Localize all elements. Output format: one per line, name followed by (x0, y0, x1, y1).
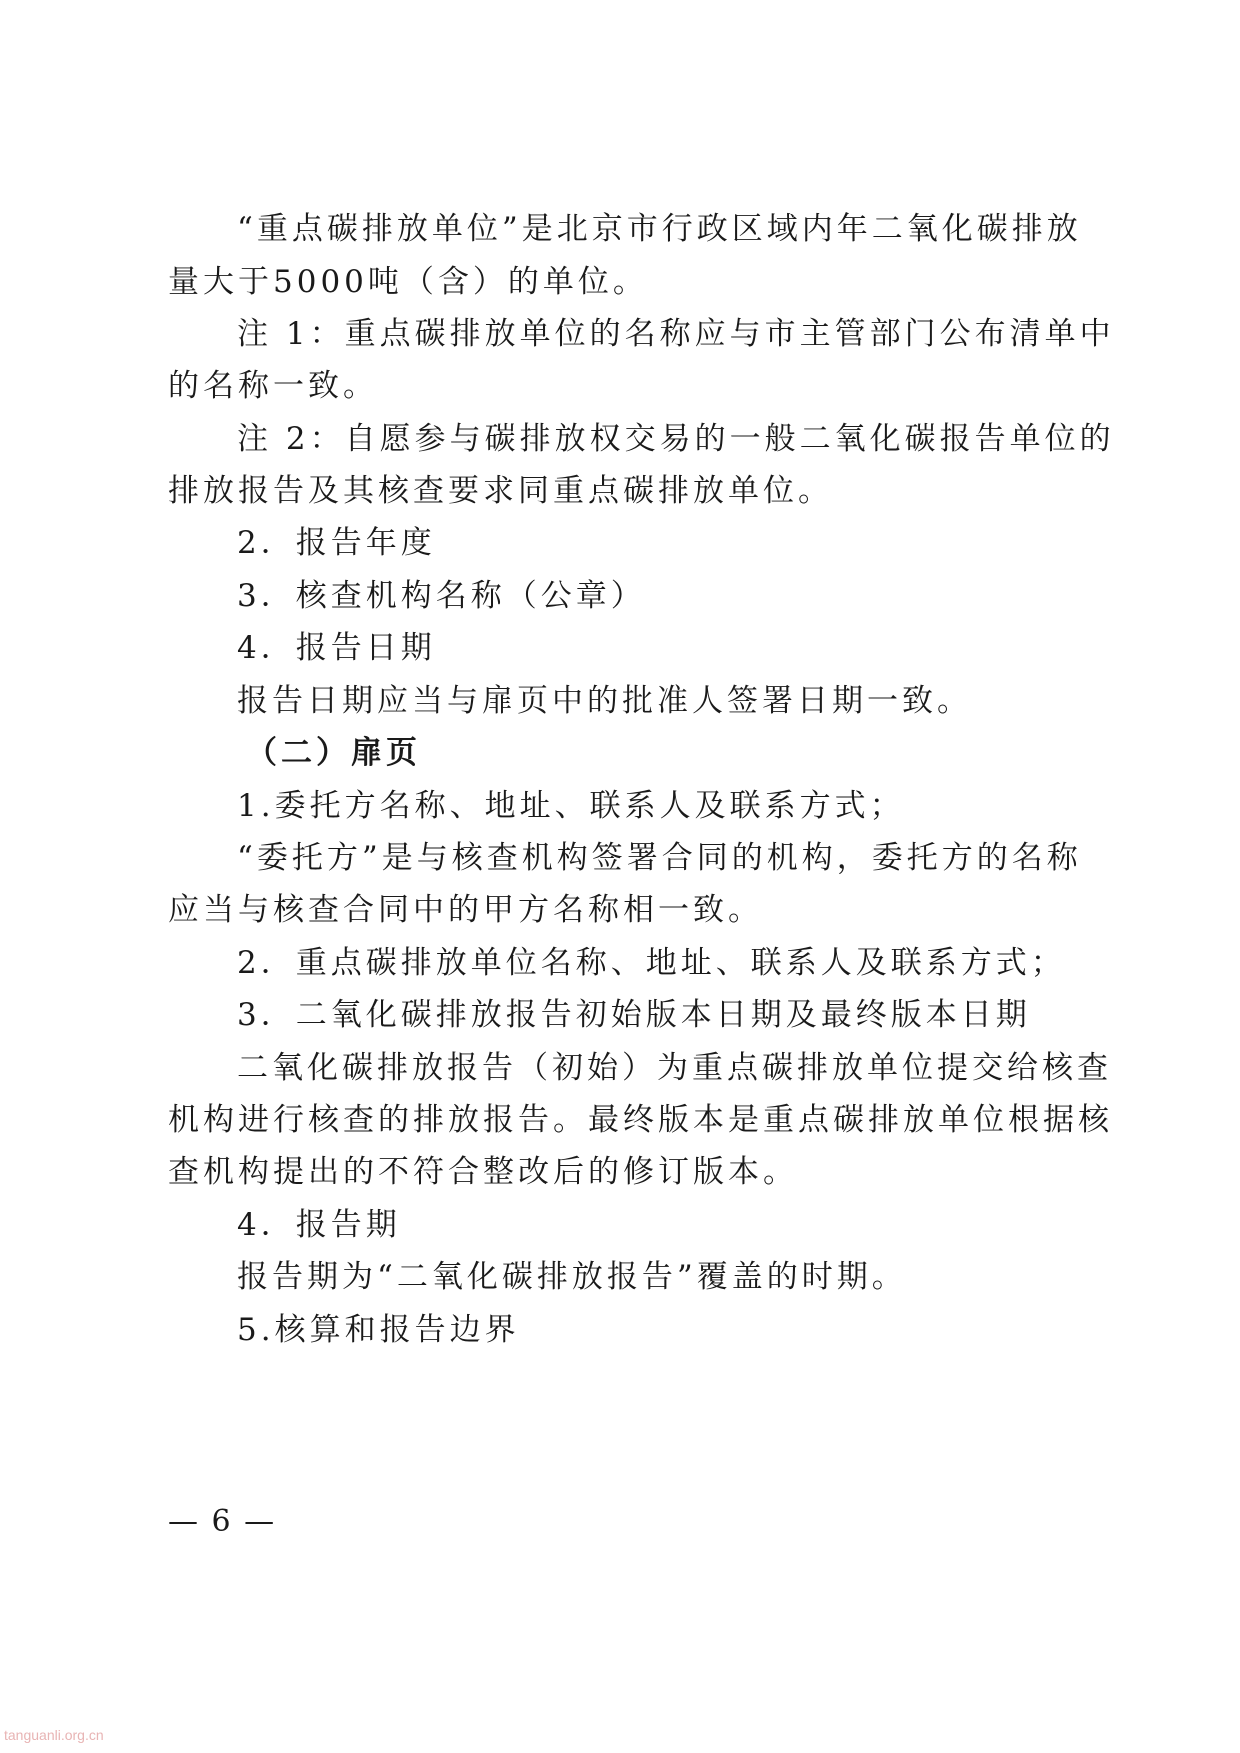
note-line: 注 1：重点碳排放单位的名称应与市主管部门公布清单中 (237, 316, 1115, 352)
note-line: 的名称一致。 (168, 368, 378, 404)
list-item: 3．二氧化碳排放报告初始版本日期及最终版本日期 (237, 997, 1031, 1033)
paragraph-line: 量大于5000吨（含）的单位。 (168, 264, 648, 300)
paragraph-line: “重点碳排放单位”是北京市行政区域内年二氧化碳排放 (237, 211, 1082, 247)
list-item: 2．重点碳排放单位名称、地址、联系人及联系方式； (237, 945, 1066, 981)
list-item: 2．报告年度 (237, 525, 436, 561)
note-line: 排放报告及其核查要求同重点碳排放单位。 (168, 473, 833, 509)
list-item: 3．核查机构名称（公章） (237, 578, 646, 614)
list-item: 4．报告期 (237, 1207, 401, 1243)
note-line: 注 2：自愿参与碳排放权交易的一般二氧化碳报告单位的 (237, 421, 1115, 457)
list-item: 1.委托方名称、地址、联系人及联系方式； (237, 788, 905, 824)
watermark: tanguanli.org.cn (4, 1727, 104, 1743)
page-number: — 6 — (168, 1504, 277, 1539)
paragraph-line: 二氧化碳排放报告（初始）为重点碳排放单位提交给核查 (237, 1050, 1112, 1086)
paragraph-line: “委托方”是与核查机构签署合同的机构，委托方的名称 (237, 840, 1082, 876)
paragraph-line: 应当与核查合同中的甲方名称相一致。 (168, 892, 763, 928)
paragraph-line: 报告期为“二氧化碳排放报告”覆盖的时期。 (237, 1259, 907, 1295)
paragraph-line: 报告日期应当与扉页中的批准人签署日期一致。 (237, 683, 972, 719)
paragraph-line: 查机构提出的不符合整改后的修订版本。 (168, 1154, 798, 1190)
paragraph-line: 机构进行核查的排放报告。最终版本是重点碳排放单位根据核 (168, 1102, 1113, 1138)
list-item: 4．报告日期 (237, 630, 436, 666)
list-item: 5.核算和报告边界 (237, 1312, 520, 1348)
section-heading: （二）扉页 (246, 735, 421, 771)
